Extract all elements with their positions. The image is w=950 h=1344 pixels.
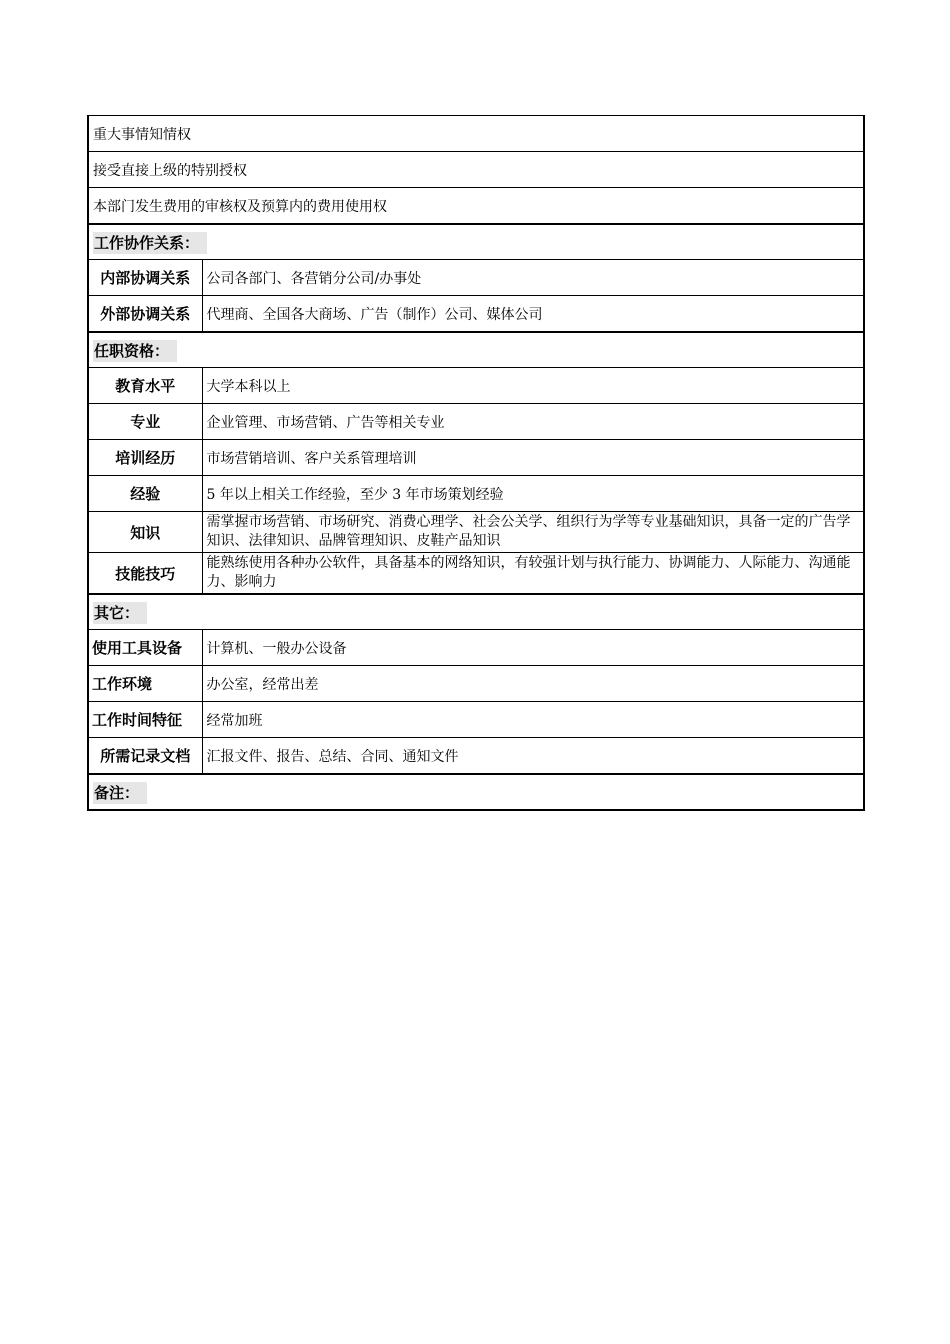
rights-row (88, 188, 864, 225)
rights-row (88, 116, 864, 152)
row-value: 需掌握市场营销、市场研究、消费心理学、社会公关学、组织行为学等专业基础知识，具备一定的广告学知识、法律知识、品牌管理知识、皮鞋产品知识 (202, 512, 864, 553)
section-qualifications (88, 332, 864, 368)
qualification-row (88, 553, 864, 595)
row-label: 专业 (88, 404, 202, 440)
qualification-row (88, 368, 864, 404)
section-collaboration (88, 224, 864, 260)
other-row (88, 666, 864, 702)
section-title: 备注： (93, 782, 147, 804)
row-value: 大学本科以上 (202, 368, 864, 404)
rights-row (88, 152, 864, 188)
right-item: 重大事情知情权 (88, 116, 864, 152)
collaboration-row (88, 296, 864, 333)
right-item: 接受直接上级的特别授权 (88, 152, 864, 188)
section-title: 其它： (93, 602, 147, 624)
collaboration-row (88, 260, 864, 296)
row-value: 公司各部门、各营销分公司/办事处 (202, 260, 864, 296)
row-label: 所需记录文档 (88, 738, 202, 775)
row-value: 汇报文件、报告、总结、合同、通知文件 (202, 738, 864, 775)
section-remarks (88, 774, 864, 810)
row-label: 培训经历 (88, 440, 202, 476)
right-item: 本部门发生费用的审核权及预算内的费用使用权 (88, 188, 864, 225)
row-label: 工作时间特征 (88, 702, 202, 738)
qualification-row (88, 476, 864, 512)
row-label: 技能技巧 (88, 553, 202, 595)
qualification-row (88, 512, 864, 553)
row-value: 计算机、一般办公设备 (202, 630, 864, 666)
other-row (88, 630, 864, 666)
other-row (88, 738, 864, 775)
row-value: 经常加班 (202, 702, 864, 738)
row-label: 教育水平 (88, 368, 202, 404)
section-other (88, 594, 864, 630)
row-label: 知识 (88, 512, 202, 553)
section-title: 任职资格： (93, 340, 177, 362)
row-value: 5 年以上相关工作经验，至少 3 年市场策划经验 (202, 476, 864, 512)
row-label: 内部协调关系 (88, 260, 202, 296)
row-label: 外部协调关系 (88, 296, 202, 333)
qualification-row (88, 440, 864, 476)
row-value: 办公室，经常出差 (202, 666, 864, 702)
row-label: 经验 (88, 476, 202, 512)
job-description-table (87, 115, 865, 811)
row-value: 企业管理、市场营销、广告等相关专业 (202, 404, 864, 440)
row-label: 工作环境 (88, 666, 202, 702)
row-label: 使用工具设备 (88, 630, 202, 666)
section-title: 工作协作关系： (93, 232, 207, 254)
qualification-row (88, 404, 864, 440)
row-value: 代理商、全国各大商场、广告（制作）公司、媒体公司 (202, 296, 864, 333)
other-row (88, 702, 864, 738)
row-value: 能熟练使用各种办公软件，具备基本的网络知识，有较强计划与执行能力、协调能力、人际能力、沟通能力、影响力 (202, 553, 864, 595)
row-value: 市场营销培训、客户关系管理培训 (202, 440, 864, 476)
job-description-sheet (87, 115, 863, 811)
